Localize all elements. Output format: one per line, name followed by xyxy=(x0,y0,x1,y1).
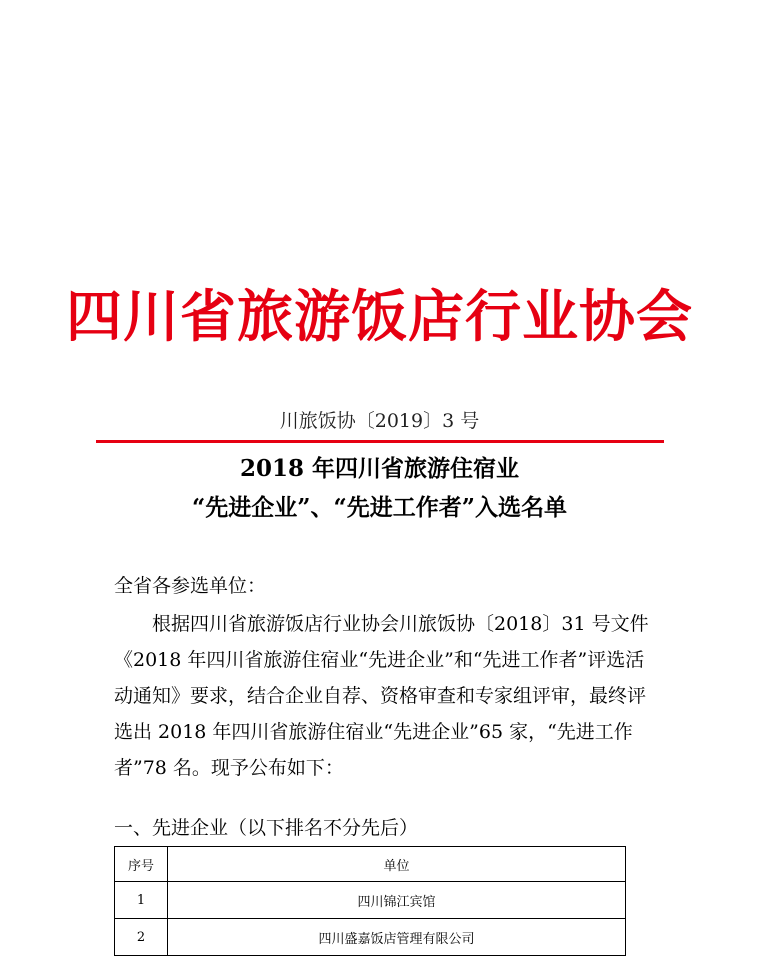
column-header-number: 序号 xyxy=(115,847,168,882)
row-number: 1 xyxy=(115,882,168,919)
row-unit: 四川锦江宾馆 xyxy=(168,882,626,919)
document-number: 川旅饭协〔2019〕3 号 xyxy=(279,410,480,432)
body-paragraph: 根据四川省旅游饭店行业协会川旅饭协〔2018〕31 号文件《2018 年四川省旅游住宿业“先进企业”和“先进工作者”评选活动通知》要求，结合企业自荐、资格审查和专家组评审，最终评选出 2018 年四川省旅游住宿业“先进企业”65 家，“先进工作者”78 名。现予公布如下： xyxy=(114,613,649,779)
document-title-line-2: “先进企业”、“先进工作者”入选名单 xyxy=(192,494,567,521)
column-header-unit: 单位 xyxy=(168,847,626,882)
salutation: 全省各参选单位： xyxy=(114,575,267,597)
table-row xyxy=(115,919,626,956)
document-title-line-1: 2018 年四川省旅游住宿业 xyxy=(239,455,520,482)
row-number: 2 xyxy=(115,919,168,956)
table-header-row xyxy=(115,847,626,882)
section-heading: 一、先进企业（以下排名不分先后） xyxy=(114,817,419,839)
table-row xyxy=(115,882,626,919)
enterprise-table xyxy=(114,846,626,956)
red-divider xyxy=(96,440,664,443)
organization-title: 四川省旅游饭店行业协会 xyxy=(66,285,693,350)
row-unit: 四川盛嘉饭店管理有限公司 xyxy=(168,919,626,956)
